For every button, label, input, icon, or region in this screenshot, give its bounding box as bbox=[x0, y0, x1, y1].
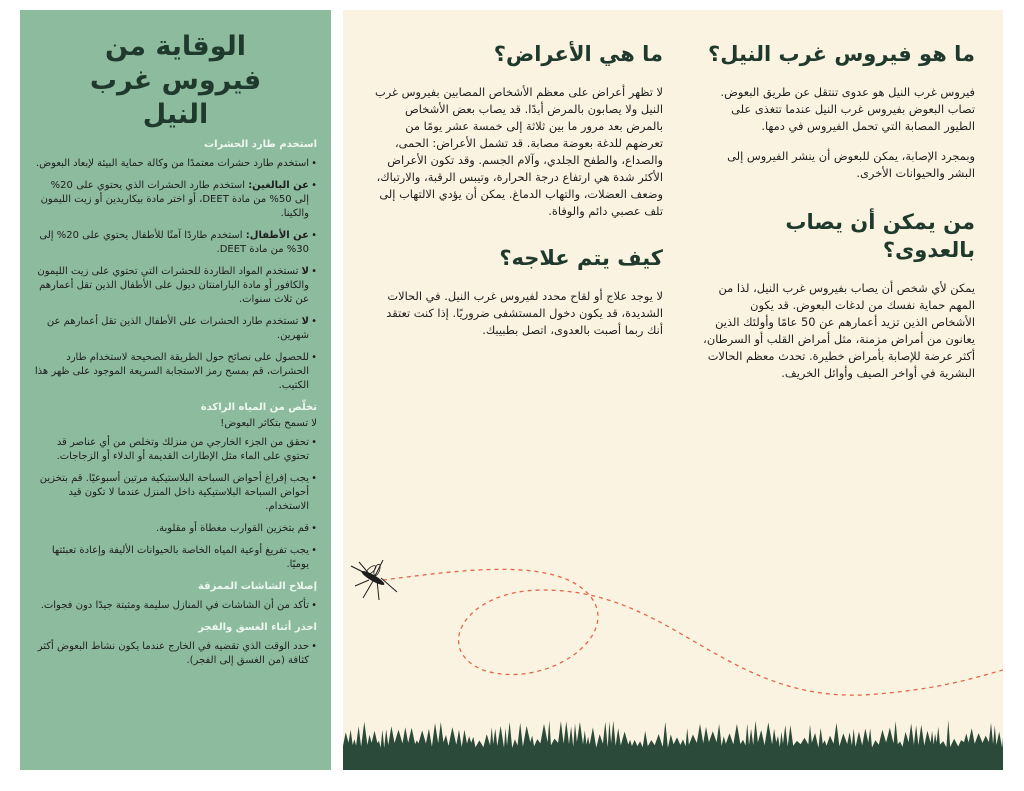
prevention-item-text: استخدم طارد الحشرات الذي يحتوي على 20% إلى 50% من مادة DEET، أو اختر مادة بيكاريدين أو زيت الليمون والكينا. bbox=[40, 180, 309, 219]
prevention-item-emphasis: عن البالغين: bbox=[248, 180, 309, 191]
heading-symptoms: ما هي الأعراض؟ bbox=[493, 42, 663, 66]
prevention-list bbox=[34, 599, 317, 613]
prevention-item-emphasis: لا bbox=[301, 316, 309, 327]
prevention-item-text: تحقق من الجزء الخارجي من منزلك وتخلص من أي عناصر قد تحتوي على الماء مثل الإطارات القديمة أو الدلاء أو الزجاجات. bbox=[56, 437, 309, 462]
heading-who-infected: من يمكن أن يصاب بالعدوى؟ bbox=[785, 210, 975, 262]
prevention-item-emphasis: لا bbox=[301, 266, 309, 277]
prevention-list-item bbox=[34, 179, 317, 221]
prevention-list-item bbox=[34, 522, 317, 536]
heading-treatment: كيف يتم علاجه؟ bbox=[499, 246, 663, 270]
prevention-section-heading: إصلاح الشاشات الممزقة bbox=[197, 581, 317, 592]
prevention-list-item bbox=[34, 265, 317, 307]
prevention-item-text: تأكد من أن الشاشات في المنازل سليمة ومثبتة جيدًا دون فجوات. bbox=[40, 600, 309, 611]
paragraph-what-is: فيروس غرب النيل هو عدوى تنتقل عن طريق البعوض. تصاب البعوض بفيروس غرب النيل عندما تتغذى على الطيور المصابة التي تحمل الفيروس في دمها. bbox=[720, 85, 975, 133]
main-content bbox=[343, 10, 1003, 770]
paragraph-spread: وبمجرد الإصابة، يمكن للبعوض أن ينشر الفيروس إلى البشر والحيوانات الأخرى. bbox=[727, 149, 975, 180]
prevention-list-item bbox=[34, 229, 317, 257]
prevention-list-item bbox=[34, 640, 317, 668]
mosquito-icon bbox=[351, 560, 397, 600]
prevention-item-text: استخدم طارد حشرات معتمدًا من وكالة حماية البيئة لإبعاد البعوض. bbox=[35, 158, 309, 169]
prevention-item-text: للحصول على نصائح حول الطريقة الصحيحة لاستخدام طارد الحشرات، قم بمسح رمز الاستجابة السريعة الموجود على ظهر هذا الكتيب. bbox=[34, 352, 309, 391]
prevention-list-item bbox=[34, 544, 317, 572]
prevention-section-heading: احذر أثناء الغسق والفجر bbox=[198, 622, 317, 633]
prevention-list-item bbox=[34, 599, 317, 613]
flight-path-illustration bbox=[343, 560, 1003, 710]
prevention-item-text: يجب إفراغ أحواض السباحة البلاستيكية مرتين أسبوعيًا. قم بتخزين أحواض السباحة البلاستيكية داخل المنزل عندما لا تكون قيد الاستخدام. bbox=[39, 473, 309, 512]
prevention-list bbox=[34, 157, 317, 393]
prevention-list bbox=[34, 640, 317, 668]
paragraph-treatment: لا يوجد علاج أو لقاح محدد لفيروس غرب النيل. في الحالات الشديدة، قد يكون دخول المستشفى ضروريًا. إذا كنت تعتقد أنك ربما أصبت بالعدوى، اتصل بطبيبك. bbox=[386, 289, 663, 337]
prevention-title: الوقاية من فيروس غرب النيل bbox=[89, 31, 262, 130]
prevention-item-text: يجب تفريغ أوعية المياه الخاصة بالحيوانات الأليفة وإعادة تعبئتها يوميًا. bbox=[51, 545, 309, 570]
prevention-section-heading: تخلّص من المياه الراكدة bbox=[200, 402, 317, 413]
prevention-list-item bbox=[34, 351, 317, 393]
paragraph-symptoms: لا تظهر أعراض على معظم الأشخاص المصابين بفيروس غرب النيل ولا يصابون بالمرض أبدًا. قد يصاب بعض الأشخاص بالمرض بعد مرور ما بين ثلاثة إلى خمسة عشر يومًا من تعرضهم للدغة بعوضة مصابة. قد تشمل الأعراض: الحمى، والصداع، والطفح الجلدي، وآلام الجسم. وقد تكون الأعراض الأكثر شدة هي ارتفاع درجة الحرارة، وتيبس الرقبة، والارتباك، وضعف العضلات، والتهاب الدماغ. يمكن أن يؤدي الالتهاب إلى تلف عصبي دائم والوفاة. bbox=[375, 85, 663, 218]
grass-illustration bbox=[343, 716, 1003, 770]
symptoms-column bbox=[373, 40, 663, 352]
prevention-item-text: تستخدم طارد الحشرات على الأطفال الذين تقل أعمارهم عن شهرين. bbox=[46, 316, 309, 341]
prevention-item-text: قم بتخزين القوارب مغطاة أو مقلوبة. bbox=[155, 523, 309, 534]
about-column bbox=[703, 40, 975, 395]
prevention-panel bbox=[20, 10, 331, 770]
paragraph-who-infected: يمكن لأي شخص أن يصاب بفيروس غرب النيل، لذا من المهم حماية نفسك من لدغات البعوض. قد يكون الأشخاص الذين تزيد أعمارهم عن 50 عامًا وأولئك الذين يعانون من أمراض مزمنة، مثل أمراض القلب أو السرطان، أكثر عرضة للإصابة بأمراض خطيرة. تحدث معظم الحالات البشرية في أواخر الصيف وأوائل الخريف. bbox=[703, 281, 975, 380]
prevention-list-item bbox=[34, 472, 317, 514]
prevention-list-item bbox=[34, 436, 317, 464]
prevention-item-text: تستخدم المواد الطاردة للحشرات التي تحتوي على زيت الليمون والكافور أو مادة البارامنتان ديول على الأطفال الذين تقل أعمارهم عن ثلاث سنوات. bbox=[37, 266, 309, 305]
prevention-item-emphasis: عن الأطفال: bbox=[245, 230, 309, 241]
prevention-list-item bbox=[34, 157, 317, 171]
heading-what-is: ما هو فيروس غرب النيل؟ bbox=[708, 42, 975, 66]
prevention-sections bbox=[34, 138, 317, 668]
prevention-item-text: حدد الوقت الذي تقضيه في الخارج عندما يكون نشاط البعوض أكثر كثافة (من الغسق إلى الفجر). bbox=[37, 641, 309, 666]
prevention-list-item bbox=[34, 315, 317, 343]
prevention-section-subheading: لا تسمح بتكاثر البعوض! bbox=[220, 418, 317, 429]
prevention-item-text: استخدم طاردًا آمنًا للأطفال يحتوي على 20% إلى 30% من مادة DEET. bbox=[39, 230, 309, 255]
prevention-list bbox=[34, 436, 317, 572]
prevention-section-heading: استخدم طارد الحشرات bbox=[204, 139, 317, 150]
